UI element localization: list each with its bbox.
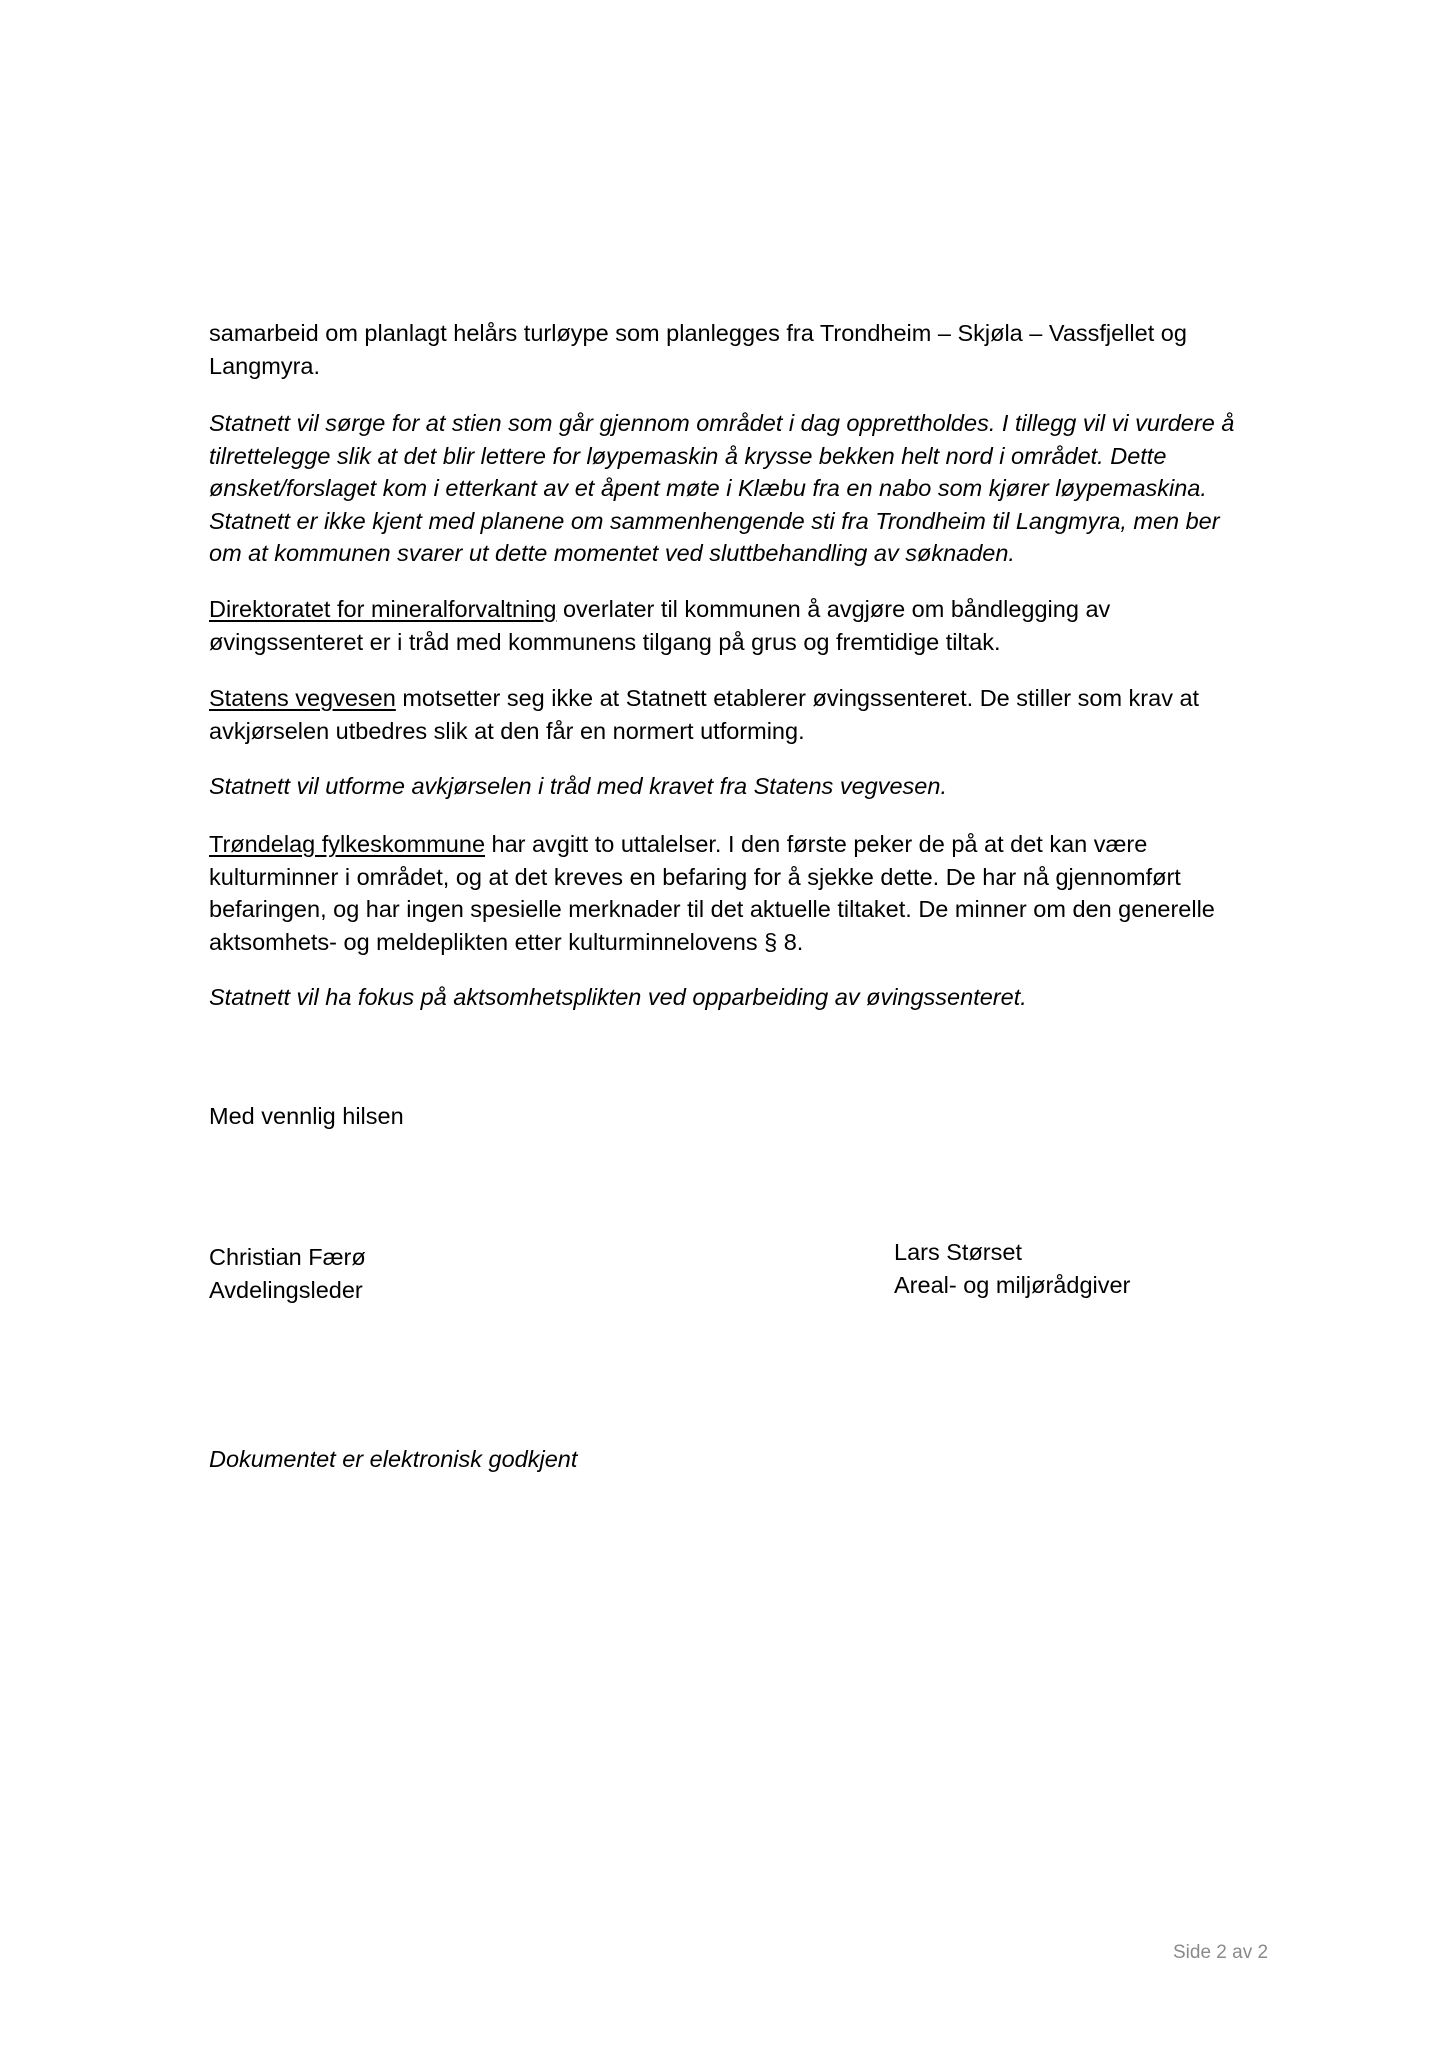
closing-greeting: Med vennlig hilsen (209, 1103, 404, 1129)
paragraph-statnett-response-access (209, 770, 1299, 803)
paragraph-vegvesen (209, 682, 1299, 747)
text-line: Langmyra. (209, 352, 321, 379)
text-segment: har avgitt to uttalelser. I den første peker de på at det kan være (485, 831, 1148, 857)
text-line: Statnett vil ha fokus på aktsomhetsplikten ved opparbeiding av øvingssenteret. (209, 984, 1027, 1010)
text-line: Statnett vil utforme avkjørselen i tråd med kravet fra Statens vegvesen. (209, 773, 947, 799)
text-line: aktsomhets- og meldeplikten etter kulturminnelovens § 8. (209, 928, 804, 955)
text-segment: motsetter seg ikke at Statnett etablerer øvingssenteret. De stiller som krav at (395, 685, 1200, 711)
org-name-dmf: Direktoratet for mineralforvaltning (209, 596, 557, 622)
paragraph-fylkeskommune (209, 828, 1299, 958)
page-number: Side 2 av 2 (1173, 1942, 1269, 1963)
text-line: samarbeid om planlagt helårs turløype som planlegges fra Trondheim – Skjøla – Vassfjellet og (209, 320, 1187, 346)
signatory-name: Christian Færø (209, 1244, 366, 1270)
text-line: Statnett er ikke kjent med planene om sammenhengende sti fra Trondheim til Langmyra, men ber (209, 507, 1220, 534)
text-line (209, 682, 1299, 715)
text-line: Statnett vil sørge for at stien som går gjennom området i dag opprettholdes. I tillegg vil vi vurdere å (209, 410, 1235, 436)
text-line: kulturminner i området, og at det kreves en befaring for å sjekke dette. De har nå gjennomført (209, 863, 1181, 890)
electronic-approval-note: Dokumentet er elektronisk godkjent (209, 1446, 578, 1472)
signature-block-right (894, 1236, 1130, 1302)
text-line: øvingssenteret er i tråd med kommunens tilgang på grus og fremtidige tiltak. (209, 628, 1001, 655)
text-line: om at kommunen svarer ut dette momentet ved sluttbehandling av søknaden. (209, 540, 1015, 566)
paragraph-trail-cooperation (209, 317, 1299, 382)
text-line: avkjørselen utbedres slik at den får en normert utforming. (209, 717, 805, 744)
text-segment: overlater til kommunen å avgjøre om båndlegging av (556, 596, 1111, 622)
paragraph-dmf (209, 593, 1299, 658)
text-line (209, 828, 1299, 861)
org-name-vegvesen: Statens vegvesen (209, 685, 396, 711)
signature-block-left (209, 1241, 366, 1307)
text-line: ønsket/forslaget kom i etterkant av et åpent møte i Klæbu fra en nabo som kjører løypemaskina. (209, 475, 1207, 501)
text-line: tilrettelegge slik at det blir lettere for løypemaskin å krysse bekken helt nord i området. Dette (209, 442, 1167, 469)
paragraph-statnett-response-trail (209, 407, 1299, 570)
signatory-title: Avdelingsleder (209, 1277, 363, 1303)
org-name-fylkeskommune: Trøndelag fylkeskommune (209, 831, 486, 857)
signatory-title: Areal- og miljørådgiver (894, 1272, 1131, 1298)
signatory-name: Lars Størset (894, 1239, 1022, 1265)
paragraph-statnett-response-heritage (209, 981, 1299, 1014)
text-line: befaringen, og har ingen spesielle merknader til det aktuelle tiltaket. De minner om den generelle (209, 896, 1215, 922)
text-line (209, 593, 1299, 626)
